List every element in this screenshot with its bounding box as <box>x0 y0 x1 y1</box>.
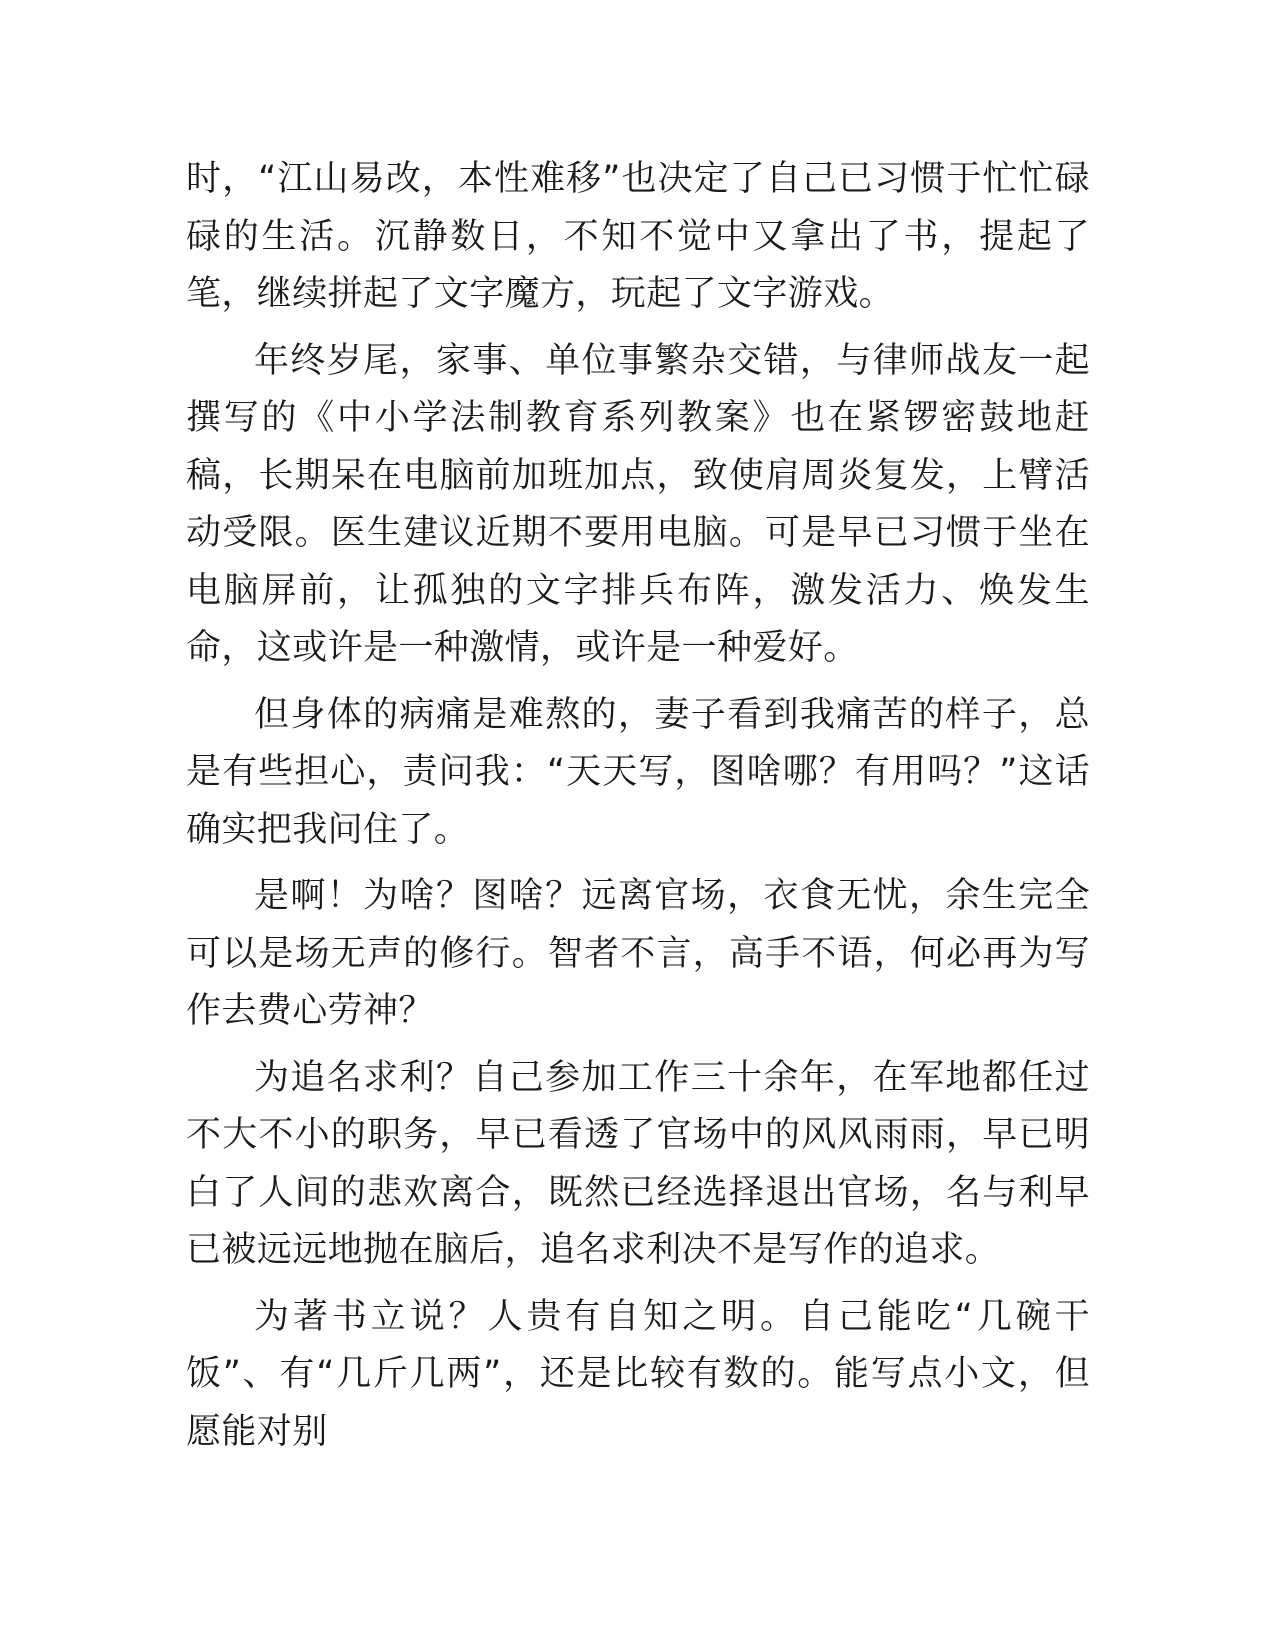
body-text <box>186 151 1090 1470</box>
paragraph-6: 为著书立说？人贵有自知之明。自己能吃“几碗干饭”、有“几斤几两”，还是比较有数的。能写点小文，但愿能对别 <box>186 1296 1090 1452</box>
paragraph-5: 为追名求利？自己参加工作三十余年，在军地都任过不大不小的职务，早已看透了官场中的风风雨雨，早已明白了人间的悲欢离合，既然已经选择退出官场，名与利早已被远远地抛在脑后，追名求利决不是写作的追求。 <box>186 1057 1090 1270</box>
paragraph-1: 时，“江山易改，本性难移”也决定了自己已习惯于忙忙碌碌的生活。沉静数日，不知不觉中又拿出了书，提起了笔，继续拼起了文字魔方，玩起了文字游戏。 <box>186 159 1090 314</box>
paragraph-2: 年终岁尾，家事、单位事繁杂交错，与律师战友一起撰写的《中小学法制教育系列教案》也在紧锣密鼓地赶稿，长期呆在电脑前加班加点，致使肩周炎复发，上臂活动受限。医生建议近期不要用电脑。可是早已习惯于坐在电脑屏前，让孤独的文字排兵布阵，激发活力、焕发生命，这或许是一种激情，或许是一种爱好。 <box>186 340 1090 668</box>
paragraph-4: 是啊！为啥？图啥？远离官场，衣食无忧，余生完全可以是场无声的修行。智者不言，高手不语，何必再为写作去费心劳神？ <box>186 876 1090 1031</box>
paragraph-3: 但身体的病痛是难熬的，妻子看到我痛苦的样子，总是有些担心，责问我：“天天写，图啥哪？有用吗？”这话确实把我问住了。 <box>186 694 1090 850</box>
